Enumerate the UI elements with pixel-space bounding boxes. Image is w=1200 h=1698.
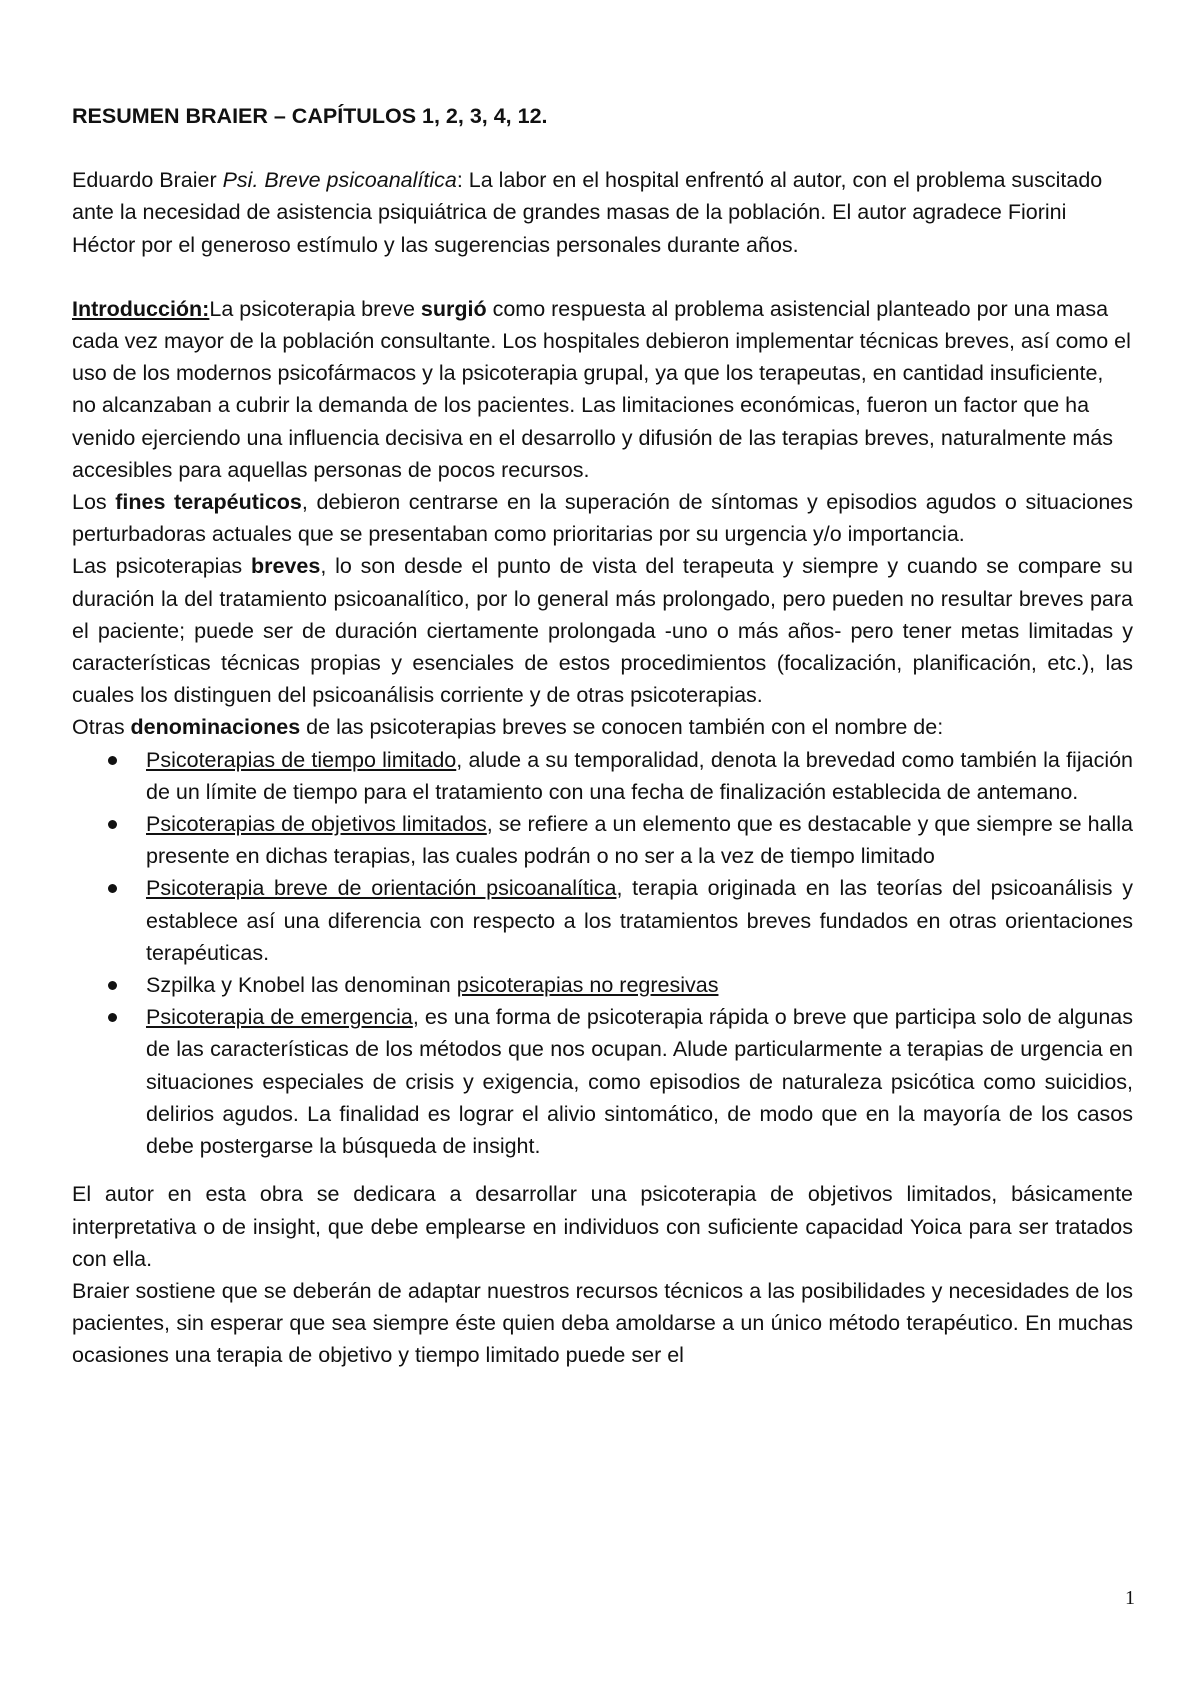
list-item-term: psicoterapias no regresivas bbox=[456, 973, 719, 998]
author-name: Eduardo Braier bbox=[72, 168, 223, 193]
list-item-text: , alude a su temporalidad, denota la brevedad como también la fijación de un límite de tiempo para el tratamiento con una fecha de finalización establecida de antemano. bbox=[146, 747, 1134, 804]
list-item bbox=[72, 872, 1133, 969]
introduccion-text-2: como respuesta al problema asistencial planteado por una masa cada vez mayor de la población consultante. Los hospitales debieron implementar técnicas breves, así como el uso de los modernos psicofármacos y la psicoterapia grupal, ya que los terapeutas, en cantidad insuficiente, no alcanzaban a cubrir la demanda de los pacientes. Las limitaciones económicas, fueron un factor que ha venido ejerciendo una influencia decisiva en el desarrollo y difusión de las terapias breves, naturalmente más accesibles para aquellas personas de pocos recursos. bbox=[72, 296, 1131, 482]
breves-lead: Las psicoterapias bbox=[72, 554, 251, 579]
fines-paragraph bbox=[72, 486, 1133, 550]
denominaciones-list bbox=[72, 744, 1133, 1163]
fines-lead: Los bbox=[72, 490, 116, 515]
bullet-icon bbox=[108, 756, 117, 765]
list-item bbox=[72, 744, 1133, 808]
denominaciones-bold: denominaciones bbox=[130, 715, 301, 740]
list-item-term: Psicoterapias de tiempo limitado bbox=[146, 747, 457, 772]
list-item-term: Psicoterapia breve de orientación psicoanalítica bbox=[146, 876, 617, 901]
breves-text: , lo son desde el punto de vista del terapeuta y siempre y cuando se compare su duración la del tratamiento psicoanalítico, por lo general más prolongado, pero pueden no resultar breves para el paciente; puede ser de duración ciertamente prolongada -uno o más años- pero tener metas limitadas y características técnicas propias y esenciales de estos procedimientos (focalización, planificación, etc.), las cuales los distinguen del psicoanálisis corriente y de otras psicoterapias. bbox=[72, 554, 1133, 708]
list-item-lead: Szpilka y Knobel las denominan bbox=[146, 973, 457, 998]
autor-obra-paragraph: El autor en esta obra se dedicara a desarrollar una psicoterapia de objetivos limitados, básicamente interpretativa o de insight, que debe emplearse en individuos con suficiente capacidad Yoica para ser tratados con ella. bbox=[72, 1182, 1133, 1271]
introduccion-text-1: La psicoterapia breve bbox=[209, 296, 421, 321]
denominaciones-text: de las psicoterapias breves se conocen también con el nombre de: bbox=[300, 715, 944, 740]
list-item bbox=[72, 969, 1133, 1001]
bullet-icon bbox=[108, 820, 117, 829]
bullet-icon bbox=[108, 1013, 117, 1022]
list-item-term: Psicoterapia de emergencia bbox=[146, 1005, 413, 1030]
intro-text: : La labor en el hospital enfrentó al autor, con el problema suscitado ante la necesidad de asistencia psiquiátrica de grandes masas de la población. El autor agradece Fiorini Héctor por el generoso estímulo y las sugerencias personales durante años. bbox=[72, 168, 1103, 257]
sostiene-paragraph: Braier sostiene que se deberán de adaptar nuestros recursos técnicos a las posibilidades y necesidades de los pacientes, sin esperar que sea siempre éste quien deba amoldarse a un único método terapéutico. En muchas ocasiones una terapia de objetivo y tiempo limitado puede ser el bbox=[72, 1278, 1133, 1368]
document-body bbox=[72, 100, 1133, 1372]
list-item-text: , terapia originada en las teorías del psicoanálisis y establece así una diferencia con respecto a los tratamientos breves fundados en otras orientaciones terapéuticas. bbox=[146, 876, 1133, 965]
bullet-icon bbox=[108, 884, 117, 893]
introduccion-paragraph bbox=[72, 293, 1133, 486]
document-title: RESUMEN BRAIER – CAPÍTULOS 1, 2, 3, 4, 12. bbox=[72, 104, 548, 128]
list-item bbox=[72, 808, 1133, 872]
page-number: 1 bbox=[1125, 1587, 1135, 1609]
introduccion-bold: surgió bbox=[420, 296, 487, 321]
breves-paragraph bbox=[72, 550, 1133, 711]
list-item-term: Psicoterapias de objetivos limitados bbox=[146, 812, 487, 837]
introduccion-heading: Introducción: bbox=[72, 296, 210, 321]
bullet-icon bbox=[108, 981, 117, 990]
book-title: Psi. Breve psicoanalítica bbox=[222, 168, 457, 193]
denominaciones-paragraph bbox=[72, 711, 1133, 743]
breves-bold: breves bbox=[250, 554, 321, 579]
denominaciones-lead: Otras bbox=[72, 715, 131, 740]
list-item-text: , se refiere a un elemento que es destacable y que siempre se halla presente en dichas terapias, las cuales podrán o no ser a la vez de tiempo limitado bbox=[146, 812, 1133, 869]
fines-text: , debieron centrarse en la superación de síntomas y episodios agudos o situaciones perturbadoras actuales que se presentaban como prioritarias por su urgencia y/o importancia. bbox=[72, 490, 1134, 547]
intro-paragraph bbox=[72, 164, 1133, 261]
list-item-text: , es una forma de psicoterapia rápida o breve que participa solo de algunas de las características de los métodos que nos ocupan. Alude particularmente a terapias de urgencia en situaciones especiales de crisis y exigencia, como episodios de naturaleza psicótica como suicidios, delirios agudos. La finalidad es lograr el alivio sintomático, de modo que en la mayoría de los casos debe postergarse la búsqueda de insight. bbox=[146, 1005, 1133, 1159]
list-item bbox=[72, 1001, 1133, 1162]
fines-bold: fines terapéuticos bbox=[115, 490, 302, 515]
